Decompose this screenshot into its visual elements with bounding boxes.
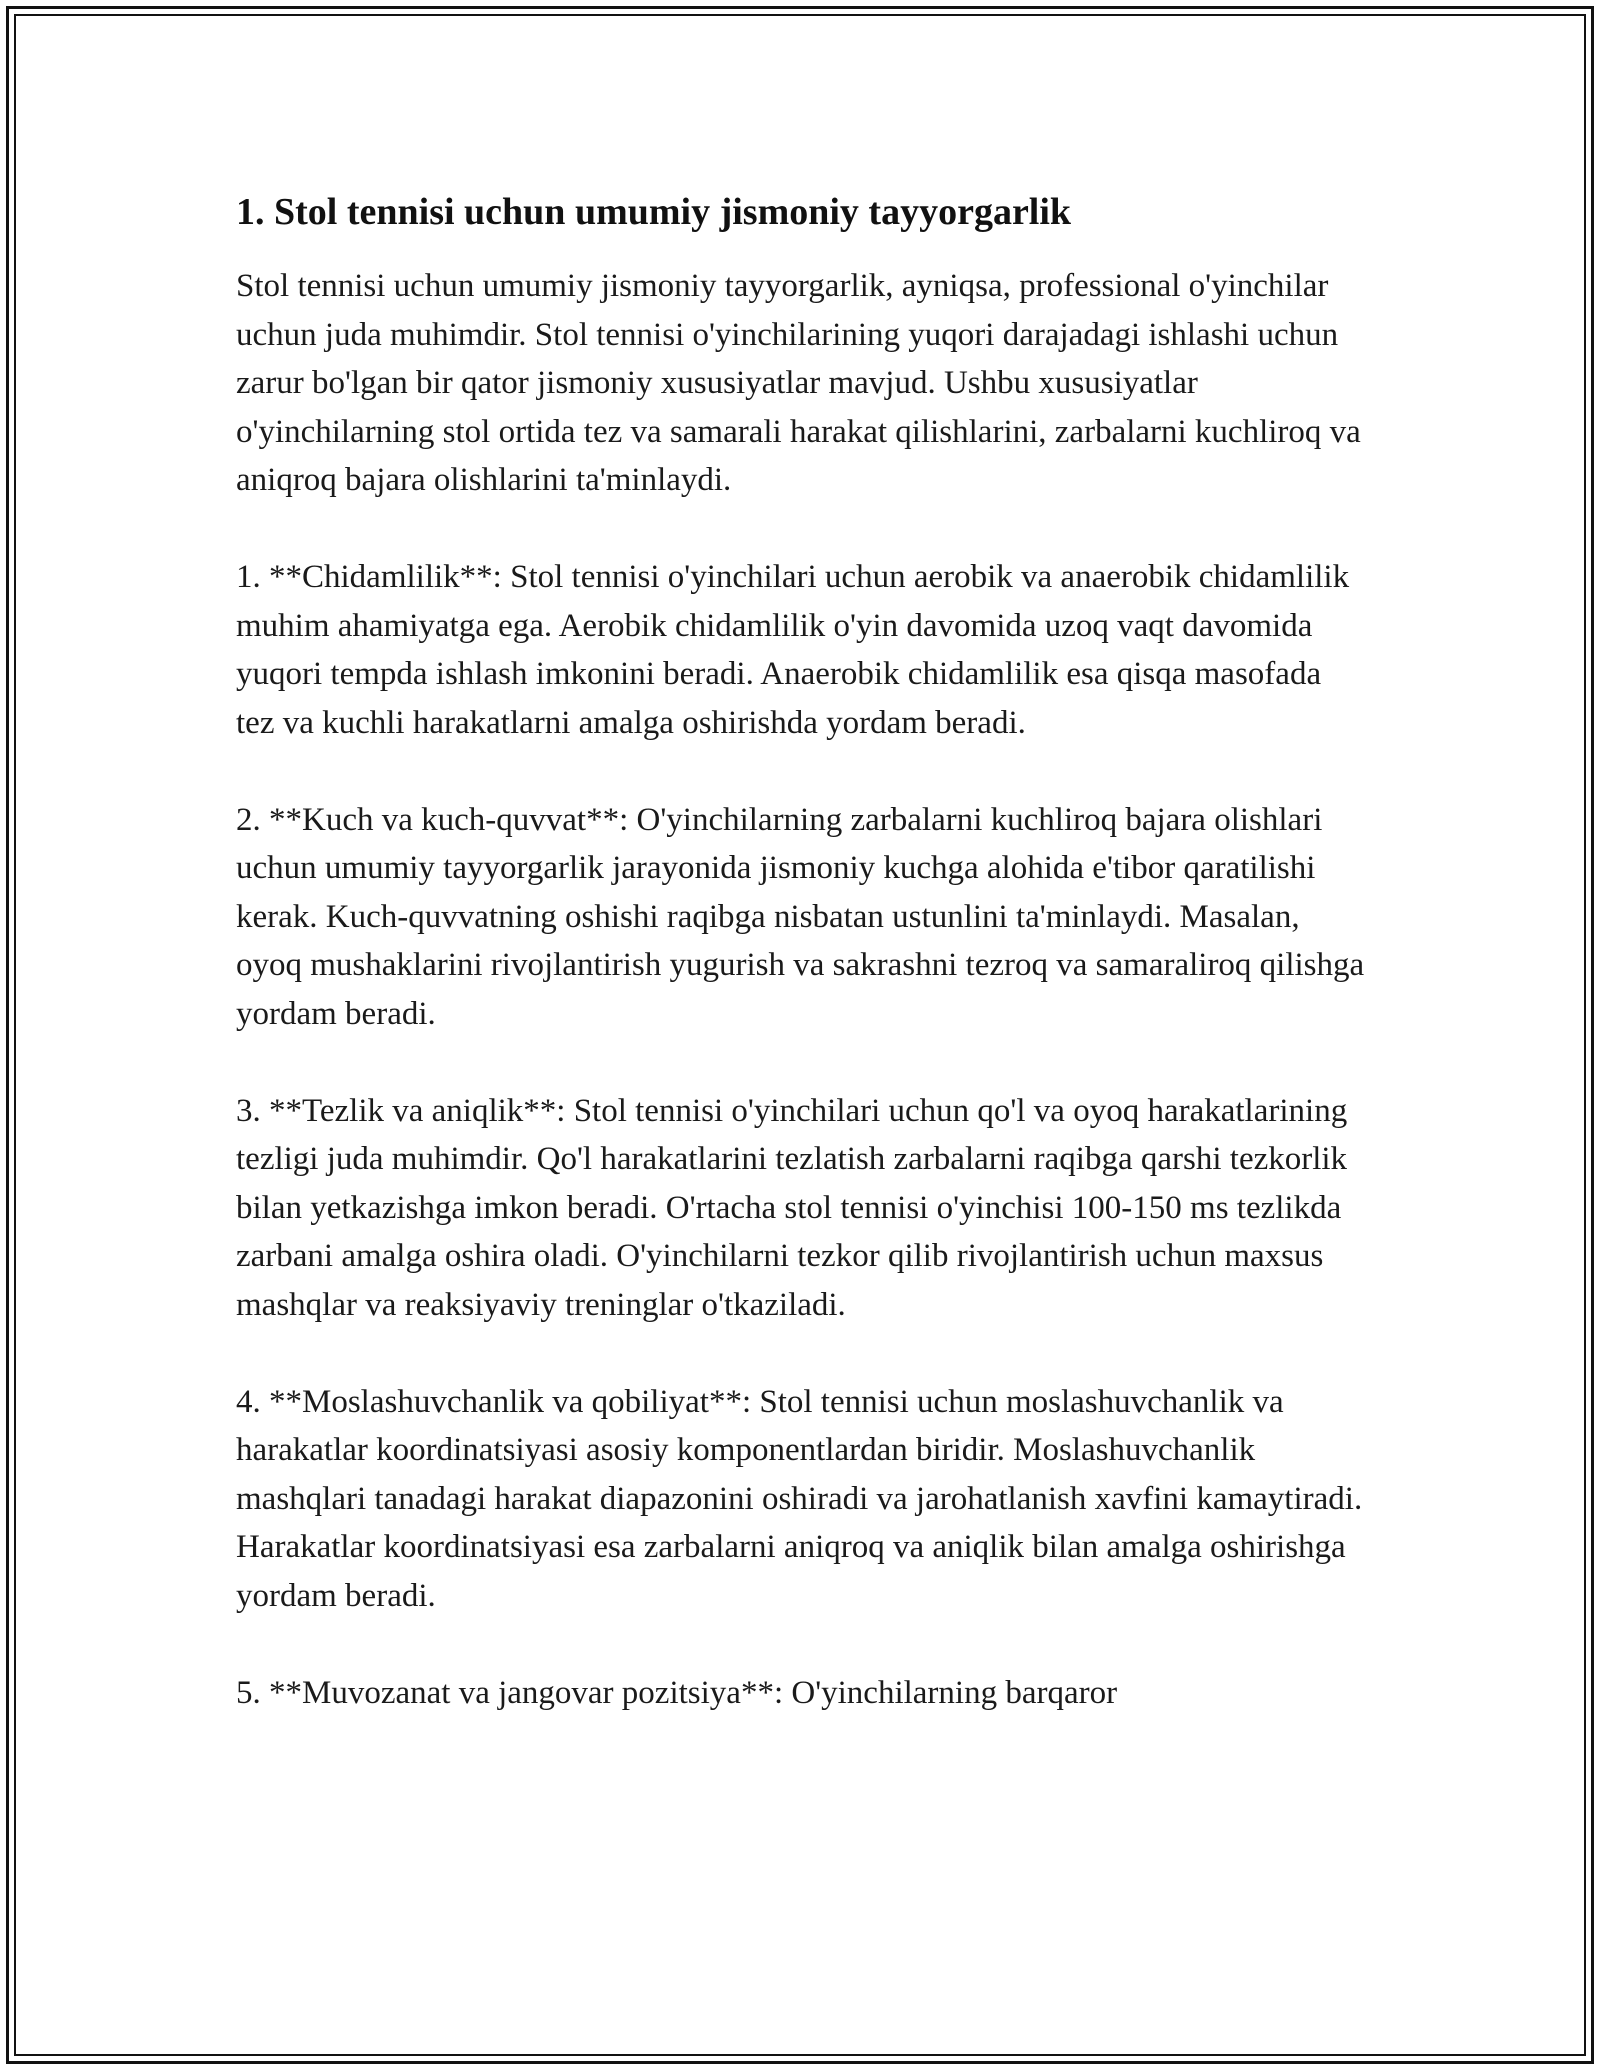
paragraph-tezlik: 3. **Tezlik va aniqlik**: Stol tennisi o'yinchilari uchun qo'l va oyoq harakatlarining tezligi juda muhimdir. Qo'l harakatlarini tezlatish zarbalarni raqibga qarshi tezkorlik bilan yetkazishga imkon beradi. O'rtacha stol tennisi o'yinchisi 100-150 ms tezlikda zarbani amalga oshira oladi. O'yinchilarni tezkor qilib rivojlantirish uchun maxsus mashqlar va reaksiyaviy treninglar o'tkaziladi. [236, 1092, 1348, 1323]
section-heading: 1. Stol tennisi uchun umumiy jismoniy tayyorgarlik [236, 191, 1072, 233]
paragraph-moslashuvchanlik: 4. **Moslashuvchanlik va qobiliyat**: Stol tennisi uchun moslashuvchanlik va harakatlar koordinatsiyasi asosiy komponentlardan biridir. Moslashuvchanlik mashqlari tanadagi harakat diapazonini oshiradi va jarohatlanish xavfini kamaytiradi. Harakatlar koordinatsiyasi esa zarbalarni aniqroq va aniqlik bilan amalga oshirishga yordam beradi. [236, 1383, 1363, 1614]
paragraph-muvozanat: 5. **Muvozanat va jangovar pozitsiya**: O'yinchilarning barqaror [236, 1674, 1118, 1711]
paragraph-kuch: 2. **Kuch va kuch-quvvat**: O'yinchilarning zarbalarni kuchliroq bajara olishlari uchun umumiy tayyorgarlik jarayonida jismoniy kuchga alohida e'tibor qaratilishi kerak. Kuch-quvvatning oshishi raqibga nisbatan ustunlini ta'minlaydi. Masalan, oyoq mushaklarini rivojlantirish yugurish va sakrashni tezroq va samaraliroq qilishga yordam beradi. [236, 801, 1365, 1032]
paragraph-chidamlilik: 1. **Chidamlilik**: Stol tennisi o'yinchilari uchun aerobik va anaerobik chidamlilik muhim ahamiyatga ega. Aerobik chidamlilik o'yin davomida uzoq vaqt davomida yuqori tempda ishlash imkonini beradi. Anaerobik chidamlilik esa qisqa masofada tez va kuchli harakatlarni amalga oshirishda yordam beradi. [236, 559, 1350, 741]
intro-paragraph: Stol tennisi uchun umumiy jismoniy tayyorgarlik, ayniqsa, professional o'yinchilar uchun juda muhimdir. Stol tennisi o'yinchilarining yuqori darajadagi ishlashi uchun zarur bo'lgan bir qator jismoniy xususiyatlar mavjud. Ushbu xususiyatlar o'yinchilarning stol ortida tez va samarali harakat qilishlarini, zarbalarni kuchliroq va aniqroq bajara olishlarini ta'minlaydi. [236, 268, 1361, 498]
document-body [236, 186, 1366, 1766]
